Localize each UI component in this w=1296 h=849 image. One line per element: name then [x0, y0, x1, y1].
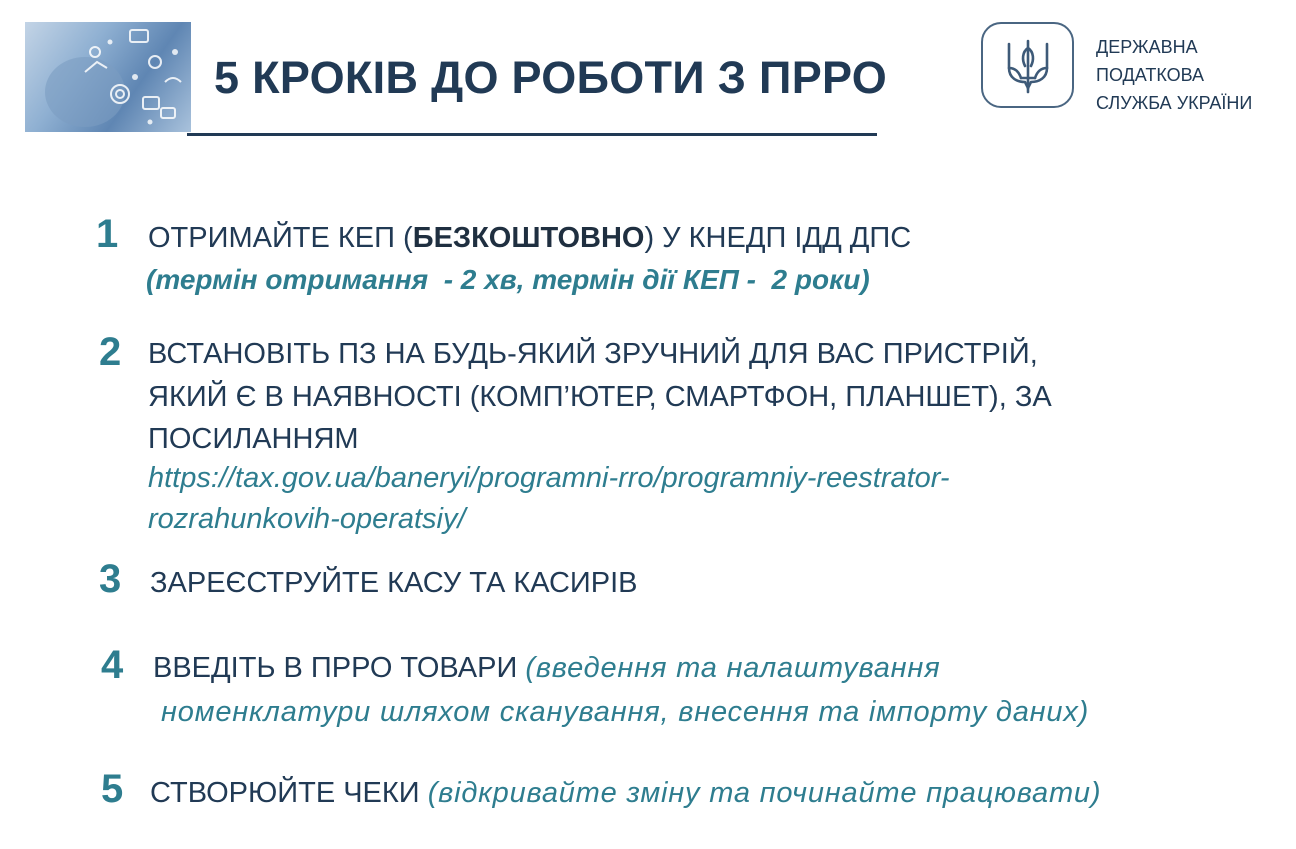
- step-3-text: ЗАРЕЄСТРУЙТЕ КАСУ ТА КАСИРІВ: [150, 567, 638, 599]
- step-4-note-2: номенклатури шляхом сканування, внесення та імпорту даних): [161, 696, 1090, 728]
- agency-line-2: ПОДАТКОВА: [1096, 65, 1205, 85]
- title-underline: [187, 133, 877, 136]
- step-3-number: 3: [99, 557, 122, 601]
- step-4-text: [153, 652, 941, 685]
- step-2-link-line-1[interactable]: https://tax.gov.ua/baneryi/programni-rro/programniy-reestrator-: [148, 462, 950, 494]
- step-1-text-pre: ОТРИМАЙТЕ КЕП (: [148, 222, 413, 254]
- step-5-note: (відкривайте зміну та починайте працювати): [427, 777, 1102, 809]
- step-2-number: 2: [99, 330, 122, 374]
- network-icons-icon: [25, 22, 191, 132]
- header-illustration: [25, 22, 191, 132]
- step-2-line-3: ПОСИЛАННЯМ: [148, 423, 359, 455]
- agency-line-1: ДЕРЖАВНА: [1096, 37, 1198, 57]
- page-title: 5 КРОКІВ ДО РОБОТИ З ПРРО: [214, 52, 888, 103]
- step-1-number: 1: [96, 212, 119, 256]
- agency-logo: [981, 22, 1074, 108]
- trident-emblem-icon: [1005, 38, 1051, 94]
- step-4-text-main: ВВЕДІТЬ В ПРРО ТОВАРИ: [153, 652, 526, 684]
- agency-line-3: СЛУЖБА УКРАЇНИ: [1096, 93, 1253, 113]
- step-2-line-2: ЯКИЙ Є В НАЯВНОСТІ (КОМП’ЮТЕР, СМАРТФОН, ПЛАНШЕТ), ЗА: [148, 381, 1052, 413]
- step-2-line-1: ВСТАНОВІТЬ ПЗ НА БУДЬ-ЯКИЙ ЗРУЧНИЙ ДЛЯ ВАС ПРИСТРІЙ,: [148, 338, 1038, 370]
- step-2-link-line-2[interactable]: rozrahunkovih-operatsiy/: [148, 503, 466, 535]
- step-1-text: [148, 222, 911, 255]
- step-5-text-main: СТВОРЮЙТЕ ЧЕКИ: [150, 777, 428, 809]
- step-1-note: (термін отримання - 2 хв, термін дії КЕП - 2 роки): [146, 264, 870, 295]
- step-5-text: [150, 777, 1101, 810]
- step-4-note-1: (введення та налаштування: [525, 652, 941, 684]
- step-5-number: 5: [101, 767, 124, 811]
- step-1-text-post: ) У КНЕДП ІДД ДПС: [644, 222, 912, 254]
- agency-name: [1096, 33, 1252, 117]
- step-1-text-bold: БЕЗКОШТОВНО: [412, 222, 645, 254]
- step-4-number: 4: [101, 643, 124, 687]
